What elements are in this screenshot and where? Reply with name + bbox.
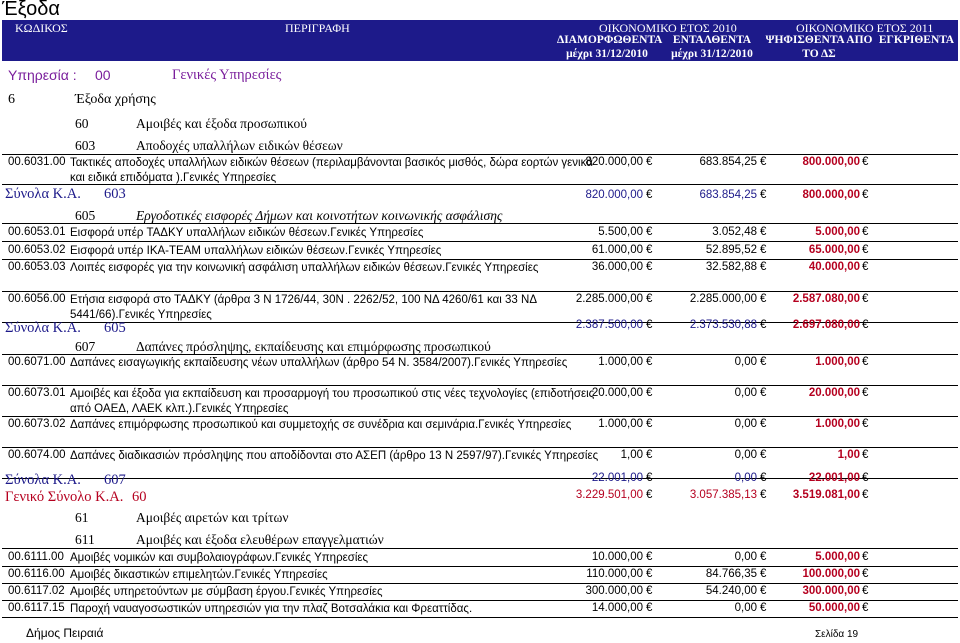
euro-icon: €: [646, 293, 653, 305]
row-code: 00.6071.00: [8, 356, 66, 368]
euro-icon: €: [646, 602, 653, 614]
euro-icon: €: [760, 226, 767, 238]
euro-icon: €: [862, 472, 869, 484]
row-ordered: 0,00: [734, 387, 757, 399]
level603-name: Αποδοχές υπαλλήλων ειδικών θέσεων: [136, 138, 343, 153]
divider: [2, 223, 958, 224]
euro-icon: €: [760, 356, 767, 368]
level60-code: 60: [75, 116, 89, 131]
total-voted: 22.001,00: [808, 472, 860, 484]
total-label: Σύνολα Κ.Α.: [5, 320, 81, 336]
row-ordered: 0,00: [734, 356, 757, 368]
header-description: ΠΕΡΙΓΡΑΦΗ: [285, 21, 350, 35]
level611-name: Αμοιβές και έξοδα ελευθέρων επαγγελματιών: [136, 532, 384, 547]
row-voted: 1.000,00: [815, 356, 860, 368]
level603-code: 603: [75, 138, 96, 153]
euro-icon: €: [862, 551, 869, 563]
row-formed: 2.285.000,00: [575, 293, 643, 305]
row-formed: 61.000,00: [591, 244, 643, 256]
row-description: Δαπάνες διαδικασιών πρόσληψης που αποδίδονται στο ΑΣΕΠ (άρθρο 13 Ν 2597/97).Γενικές Υπηρεσίες: [70, 450, 599, 462]
row-description: Αμοιβές και έξοδα για εκπαίδευση και προσαρμογή του προσωπικού στις νέες τεχνολογίες (επιδοτήσεις από ΟΑΕΔ, ΛΑΕΚ κλπ.).Γενικές Υπηρεσίες: [70, 388, 595, 415]
divider: [2, 354, 958, 355]
divider: [2, 416, 958, 417]
table-header: [2, 20, 958, 61]
row-description: Αμοιβές υπηρετούντων με σύμβαση έργου.Γενικές Υπηρεσίες: [70, 586, 383, 598]
euro-icon: €: [760, 293, 767, 305]
total-voted: 2.697.080,00: [792, 319, 860, 331]
euro-icon: €: [646, 156, 653, 168]
header-formed-line1: ΔΙΑΜΟΡΦΩΘΕΝΤΑ: [557, 34, 663, 46]
row-formed: 820.000,00: [585, 156, 643, 168]
total-ordered: 2.373.530,88: [689, 319, 757, 331]
grand-total-formed: 3.229.501,00: [575, 489, 643, 501]
euro-icon: €: [760, 585, 767, 597]
euro-icon: €: [862, 356, 869, 368]
euro-icon: €: [646, 585, 653, 597]
divider: [2, 548, 958, 549]
euro-icon: €: [646, 319, 653, 331]
divider: [2, 566, 958, 567]
row-ordered: 32.582,88: [705, 261, 757, 273]
row-ordered: 2.285.000,00: [689, 293, 757, 305]
total-code: 605: [104, 320, 126, 336]
row-ordered: 0,00: [734, 418, 757, 430]
row-voted: 40.000,00: [808, 261, 860, 273]
euro-icon: €: [646, 189, 653, 201]
header-fy2010: ΟΙΚΟΝΟΜΙΚΟ ΕΤΟΣ 2010: [599, 21, 737, 35]
euro-icon: €: [760, 156, 767, 168]
row-code: 00.6073.01: [8, 387, 66, 399]
euro-icon: €: [760, 551, 767, 563]
footer-municipality: Δήμος Πειραιά: [26, 626, 104, 640]
row-voted: 2.587.080,00: [792, 293, 860, 305]
divider: [2, 259, 958, 260]
euro-icon: €: [646, 472, 653, 484]
divider: [2, 184, 958, 185]
row-formed: 300.000,00: [585, 585, 643, 597]
euro-icon: €: [862, 189, 869, 201]
row-code: 00.6031.00: [8, 156, 66, 168]
level60-name: Αμοιβές και έξοδα προσωπικού: [136, 116, 307, 131]
row-formed: 110.000,00: [586, 568, 643, 580]
row-description: Εισφορά υπέρ ΙΚΑ-ΤΕΑΜ υπαλλήλων ειδικών θέσεων.Γενικές Υπηρεσίες: [70, 245, 442, 257]
euro-icon: €: [862, 387, 869, 399]
row-ordered: 84.766,35: [705, 568, 757, 580]
total-code: 603: [104, 186, 126, 202]
row-description: Αμοιβές νομικών και συμβολαιογράφων.Γενικές Υπηρεσίες: [70, 552, 369, 564]
service-name: Γενικές Υπηρεσίες: [172, 67, 282, 83]
row-formed: 1.000,00: [598, 418, 643, 430]
row-code: 00.6053.01: [8, 226, 66, 238]
row-ordered: 52.895,52: [705, 244, 757, 256]
grand-total-code: 60: [132, 489, 147, 505]
euro-icon: €: [646, 568, 653, 580]
row-code: 00.6117.02: [8, 585, 65, 597]
row-formed: 1.000,00: [598, 356, 643, 368]
euro-icon: €: [862, 226, 869, 238]
header-voted: [764, 33, 874, 61]
euro-icon: €: [760, 472, 767, 484]
euro-icon: €: [862, 261, 869, 273]
row-description: Ετήσια εισφορά στο ΤΑΔΚΥ (άρθρα 3 Ν 1726/44, 30Ν . 2262/52, 100 ΝΔ 4260/61 και 33 ΝΔ 5441/66).Γενικές Υπηρεσίες: [70, 294, 537, 321]
row-description: Εισφορά υπέρ ΤΑΔΚΥ υπαλλήλων ειδικών θέσεων.Γενικές Υπηρεσίες: [70, 227, 424, 239]
header-formed: [557, 33, 663, 61]
header-fy2011: ΟΙΚΟΝΟΜΙΚΟ ΕΤΟΣ 2011: [796, 21, 934, 35]
row-code: 00.6074.00: [8, 449, 66, 461]
row-description: Λοιπές εισφορές για την κοινωνική ασφάλιση υπαλλήλων ειδικών θέσεων.Γενικές Υπηρεσίες: [70, 262, 539, 274]
header-code: ΚΩΔΙΚΟΣ: [15, 21, 68, 35]
euro-icon: €: [760, 418, 767, 430]
header-ordered-line2: μέχρι 31/12/2010: [671, 48, 753, 60]
footer-page: [815, 629, 858, 640]
row-code: 00.6117.15: [8, 602, 65, 614]
level61-name: Αμοιβές αιρετών και τρίτων: [136, 510, 289, 525]
divider: [2, 385, 958, 386]
euro-icon: €: [646, 244, 653, 256]
euro-icon: €: [760, 568, 767, 580]
euro-icon: €: [646, 551, 653, 563]
total-ordered: 683.854,25: [699, 189, 757, 201]
row-voted: 65.000,00: [808, 244, 860, 256]
euro-icon: €: [760, 449, 767, 461]
level607-code: 607: [75, 339, 96, 354]
row-description: Δαπάνες εισαγωγικής εκπαίδευσης νέων υπαλλήλων (άρθρο 54 Ν. 3584/2007).Γενικές Υπηρεσίες: [70, 357, 568, 369]
euro-icon: €: [862, 244, 869, 256]
euro-icon: €: [646, 226, 653, 238]
divider: [2, 617, 958, 618]
row-description: Παροχή ναυαγοσωστικών υπηρεσιών για την πλαζ Βοτσαλάκια και Φρεαττίδας.: [70, 603, 473, 615]
page-title: Έξοδα: [2, 0, 60, 20]
row-ordered: 0,00: [734, 602, 757, 614]
euro-icon: €: [760, 602, 767, 614]
level6-code: 6: [8, 92, 15, 107]
row-ordered: 683.854,25: [699, 156, 757, 168]
row-formed: 36.000,00: [591, 261, 643, 273]
euro-icon: €: [862, 156, 869, 168]
row-formed: 20.000,00: [591, 387, 643, 399]
header-approved: ΕΓΚΡΙΘΕΝΤΑ: [878, 34, 955, 46]
euro-icon: €: [646, 261, 653, 273]
euro-icon: €: [862, 568, 869, 580]
header-ordered-line1: ΕΝΤΑΛΘΕΝΤΑ: [672, 34, 752, 46]
row-code: 00.6056.00: [8, 293, 66, 305]
level605-code: 605: [75, 208, 96, 223]
total-formed: 820.000,00: [585, 189, 643, 201]
row-ordered: 54.240,00: [705, 585, 757, 597]
euro-icon: €: [862, 449, 869, 461]
euro-icon: €: [862, 489, 869, 501]
header-voted-line2: ΤΟ ΔΣ: [802, 48, 836, 60]
row-voted: 1,00: [837, 449, 860, 461]
total-formed: 22.001,00: [591, 472, 643, 484]
euro-icon: €: [862, 585, 869, 597]
header-formed-line2: μέχρι 31/12/2010: [566, 48, 648, 60]
euro-icon: €: [646, 418, 653, 430]
divider: [2, 583, 958, 584]
footer-page-label: Σελίδα: [815, 629, 845, 640]
grand-total-label: Γενικό Σύνολο Κ.Α.: [5, 489, 124, 505]
euro-icon: €: [646, 449, 653, 461]
row-formed: 5.500,00: [598, 226, 643, 238]
level611-code: 611: [75, 532, 95, 547]
row-description: Αμοιβές δικαστικών επιμελητών.Γενικές Υπηρεσίες: [70, 569, 328, 581]
service-code: 00: [95, 67, 111, 83]
euro-icon: €: [760, 261, 767, 273]
footer-page-number: 19: [847, 629, 859, 640]
total-voted: 800.000,00: [802, 189, 860, 201]
row-voted: 5.000,00: [815, 226, 860, 238]
total-code: 607: [104, 472, 126, 488]
total-formed: 2.387.500,00: [575, 319, 643, 331]
row-voted: 5.000,00: [815, 551, 860, 563]
euro-icon: €: [646, 387, 653, 399]
level6-name: Έξοδα χρήσης: [75, 92, 156, 107]
level605-name: Εργοδοτικές εισφορές Δήμων και κοινοτήτων κοινωνικής ασφάλισης: [136, 208, 503, 223]
row-formed: 14.000,00: [591, 602, 643, 614]
row-voted: 300.000,00: [802, 585, 860, 597]
row-description: Δαπάνες επιμόρφωσης προσωπικού και συμμετοχής σε συνέδρια και σεμινάρια.Γενικές Υπηρεσίες: [70, 419, 572, 431]
euro-icon: €: [862, 418, 869, 430]
level61-code: 61: [75, 510, 89, 525]
euro-icon: €: [862, 319, 869, 331]
row-code: 00.6111.00: [8, 551, 64, 563]
row-code: 00.6116.00: [8, 568, 65, 580]
euro-icon: €: [760, 189, 767, 201]
divider: [2, 154, 958, 155]
header-voted-line1: ΨΗΦΙΣΘΕΝΤΑ ΑΠΟ: [765, 34, 873, 46]
row-voted: 50.000,00: [808, 602, 860, 614]
euro-icon: €: [646, 489, 653, 501]
service-label: Υπηρεσία :: [8, 67, 77, 83]
total-label: Σύνολα Κ.Α.: [5, 186, 81, 202]
level607-name: Δαπάνες πρόσληψης, εκπαίδευσης και επιμόρφωσης προσωπικού: [136, 339, 491, 354]
euro-icon: €: [760, 244, 767, 256]
divider: [2, 447, 958, 448]
row-voted: 1.000,00: [815, 418, 860, 430]
row-code: 00.6053.02: [8, 244, 66, 256]
divider: [2, 600, 958, 601]
euro-icon: €: [862, 293, 869, 305]
row-ordered: 0,00: [734, 449, 757, 461]
row-code: 00.6073.02: [8, 418, 66, 430]
euro-icon: €: [760, 387, 767, 399]
row-code: 00.6053.03: [8, 261, 66, 273]
euro-icon: €: [646, 356, 653, 368]
euro-icon: €: [760, 319, 767, 331]
euro-icon: €: [862, 602, 869, 614]
row-description: Τακτικές αποδοχές υπαλλήλων ειδικών θέσεων (περιλαμβάνονται βασικός μισθός, δώρα εορτών γενικά και ειδικά επιδόματα ).Γενικές Υπηρεσίες: [70, 157, 593, 184]
total-ordered: 0,00: [734, 472, 757, 484]
row-formed: 1,00: [620, 449, 643, 461]
grand-total-voted: 3.519.081,00: [792, 489, 860, 501]
header-ordered: [662, 33, 762, 61]
grand-total-ordered: 3.057.385,13: [689, 489, 757, 501]
total-label: Σύνολα Κ.Α.: [5, 472, 81, 488]
row-voted: 20.000,00: [808, 387, 860, 399]
divider: [2, 241, 958, 242]
row-ordered: 0,00: [734, 551, 757, 563]
euro-icon: €: [760, 489, 767, 501]
row-voted: 100.000,00: [802, 568, 860, 580]
row-voted: 800.000,00: [802, 156, 860, 168]
divider: [2, 291, 958, 292]
row-ordered: 3.052,48: [712, 226, 757, 238]
row-formed: 10.000,00: [591, 551, 643, 563]
